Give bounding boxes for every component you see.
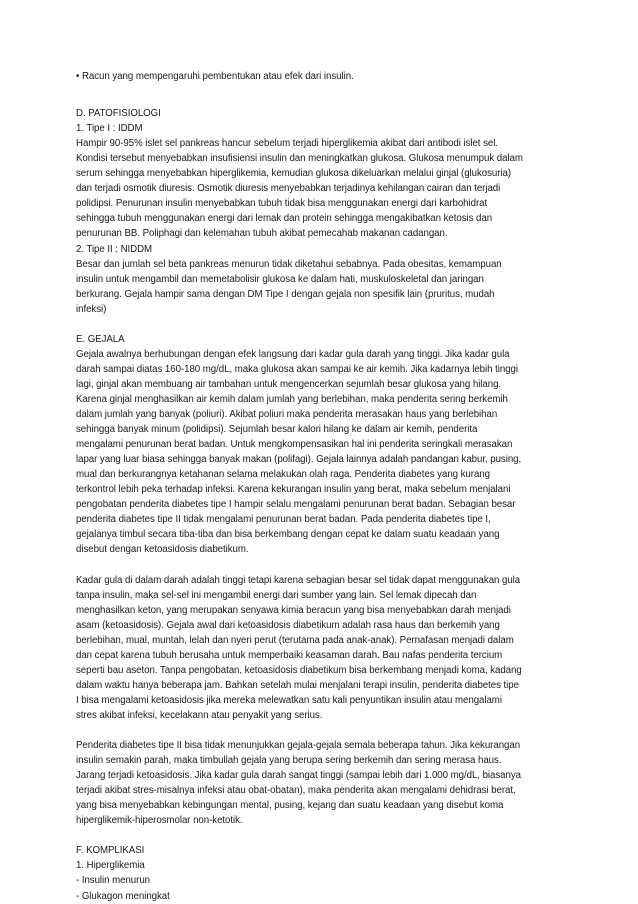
text-line: hiperglikemik-hiperosmolar non-ketotik. bbox=[76, 815, 243, 827]
paragraph-gejala-3 bbox=[76, 738, 566, 828]
heading-gejala: E. GEJALA bbox=[76, 333, 125, 345]
text-line: sehingga tubuh menggunakan energi dari lemak dan protein sehingga mengakibatkan ketosis dan bbox=[76, 213, 493, 225]
paragraph-gejala-2 bbox=[76, 573, 566, 723]
section-patofisiologi bbox=[76, 121, 566, 317]
text-line: - Glukagon meningkat bbox=[76, 890, 170, 902]
text-line: lapar yang luar biasa sehingga banyak makan (polifagi). Gejala lainnya adalah pandangan kabur, pusing, bbox=[76, 454, 522, 466]
document-page bbox=[76, 69, 566, 904]
text-line: dan terjadi osmotik diuresis. Osmotik diuresis menyebabkan terjadinya kehilangan cairan dan terjadi bbox=[76, 183, 501, 195]
text-line: dalam jumlah yang banyak (poliuri). Akibat poliuri maka penderita merasakan haus yang berlebihan bbox=[76, 409, 498, 421]
text-line: sehingga banyak minum (polidipsi). Sejumlah besar kalori hilang ke dalam air kemih, penderita bbox=[76, 424, 478, 436]
text-line: Penderita diabetes tipe II bisa tidak menunjukkan gejala-gejala semala beberapa tahun. Jika kekurangan bbox=[76, 740, 521, 752]
text-line: 1. Hiperglikemia bbox=[76, 860, 145, 872]
text-line: Besar dan jumlah sel beta pankreas menurun tidak diketahui sebabnya. Pada obesitas, kemampuan bbox=[76, 258, 502, 270]
section-komplikasi bbox=[76, 858, 566, 903]
text-line: infeksi) bbox=[76, 303, 107, 315]
text-line: stres akibat infeksi, kecelakann atau penyakit yang serius. bbox=[76, 709, 323, 721]
text-line: darah sampai diatas 160-180 mg/dL, maka glukosa akan sampai ke air kemih. Jika kadarnya lebih tinggi bbox=[76, 363, 518, 375]
text-line: terjadi akibat stres-misalnya infeksi atau obat-obatan), maka penderita akan mengalami dehidrasi berat, bbox=[76, 785, 516, 797]
text-line: insulin untuk mengambil dan memetabolisir glukosa ke dalam hati, muskuloskeletal dan jaringan bbox=[76, 273, 484, 285]
text-line: polidipsi. Penurunan insulin menyebabkan tubuh tidak bisa menggunakan energi dari karbohidrat bbox=[76, 198, 488, 210]
text-line: 2. Tipe II : NIDDM bbox=[76, 243, 153, 255]
text-line: Karena ginjal menghasilkan air kemih dalam jumlah yang berlebihan, maka penderita sering berkemih bbox=[76, 393, 508, 405]
text-line: dan cepat karena tubuh berusaha untuk memperbaiki keasaman darah. Bau nafas penderita tercium bbox=[76, 649, 503, 661]
text-line: I bisa mengalami ketoasidosis jika mereka melewatkan satu kali penyuntikan insulin atau mengalami bbox=[76, 694, 502, 706]
text-line: dalam waktu hanya beberapa jam. Bahkan setelah mulai menjalani terapi insulin, penderita diabetes tipe bbox=[76, 679, 519, 691]
text-line: 1. Tipe I : IDDM bbox=[76, 123, 143, 135]
heading-komplikasi: F. KOMPLIKASI bbox=[76, 845, 145, 857]
text-line: Hampir 90-95% islet sel pankreas hancur sebelum terjadi hiperglikemia akibat dari antibodi islet sel. bbox=[76, 138, 498, 150]
heading-patofisiologi: D. PATOFISIOLOGI bbox=[76, 108, 161, 120]
text-line: menghasilkan keton, yang merupakan senyawa kimia beracun yang bisa menyebabkan darah menjadi bbox=[76, 604, 511, 616]
text-line: berlebihan, mual, muntah, lelah dan nyeri perut (terutama pada anak-anak). Pernafasan menjadi dalam bbox=[76, 634, 514, 646]
text-line: disebut dengan ketoasidosis diabetikum. bbox=[76, 544, 249, 556]
text-line: penurunan BB. Poliphagi dan kelemahan tubuh akibat pemecahab makanan cadangan. bbox=[76, 228, 448, 240]
text-line: gejalanya timbul secara tiba-tiba dan bisa berkembang dengan cepat ke dalam suatu keadaan yang bbox=[76, 529, 500, 541]
text-line: tanpa insulin, maka sel-sel ini mengambil energi dari sumber yang lain. Sel lemak dipecah dan bbox=[76, 589, 477, 601]
text-line: Kondisi tersebut menyebabkan insufisiensi insulin dan meningkatkan glukosa. Glukosa menumpuk dalam bbox=[76, 153, 523, 165]
text-line: yang bisa menyebabkan kebingungan mental, pusing, kejang dan suatu keadaan yang disebut koma bbox=[76, 800, 504, 812]
text-line: Gejala awalnya berhubungan dengan efek langsung dari kadar gula darah yang tinggi. Jika kadar gula bbox=[76, 348, 510, 360]
paragraph-gejala-1 bbox=[76, 347, 566, 558]
text-line: berkurang. Gejala hampir sama dengan DM Tipe I dengan gejala non spesifik lain (pruritus, mudah bbox=[76, 288, 495, 300]
text-line: penderita diabetes tipe II tidak mengalami penurunan berat badan. Pada penderita diabetes tipe I, bbox=[76, 514, 491, 526]
text-line: insulin semakin parah, maka timbullah gejala yang berupa sering berkemih dan sering merasa haus. bbox=[76, 755, 502, 767]
text-line: seperti bau aseton. Tanpa pengobatan, ketoasidosis diabetikum bisa berkembang menjadi koma, kadang bbox=[76, 664, 522, 676]
text-line: - Insulin menurun bbox=[76, 875, 150, 887]
text-line: serum sehingga menyebabkan hiperglikemia, kemudian glukosa dikeluarkan melalui ginjal (glukosuria) bbox=[76, 168, 512, 180]
text-line: terkontrol lebih peka terhadap infeksi. Karena kekurangan insulin yang berat, maka sebelum menjalani bbox=[76, 484, 511, 496]
text-line: Jarang terjadi ketoasidosis. Jika kadar gula darah sangat tinggi (sampai lebih dari 1.000 mg/dL, biasanya bbox=[76, 770, 521, 782]
text-line: pengobatan penderita diabetes tipe I hampir selalu mengalami penurunan berat badan. Sebagian besar bbox=[76, 499, 516, 511]
text-line: mengalami penurunan berat badan. Untuk mengkompensasikan hal ini penderita seringkali merasakan bbox=[76, 439, 513, 451]
bullet-line: • Racun yang mempengaruhi pembentukan atau efek dari insulin. bbox=[76, 71, 354, 82]
text-line: asam (ketoasidosis). Gejala awal dari ketoasidosis diabetikum adalah rasa haus dan berkemih yang bbox=[76, 619, 500, 631]
text-line: Kadar gula di dalam darah adalah tinggi tetapi karena sebagian besar sel tidak dapat menggunakan gula bbox=[76, 574, 521, 586]
text-line: lagi, ginjal akan membuang air tambahan untuk mengencerkan sejumlah besar glukosa yang hilang. bbox=[76, 378, 502, 390]
text-line: mual dan berkurangnya ketahanan selama melakukan olah raga. Penderita diabetes yang kurang bbox=[76, 469, 490, 481]
